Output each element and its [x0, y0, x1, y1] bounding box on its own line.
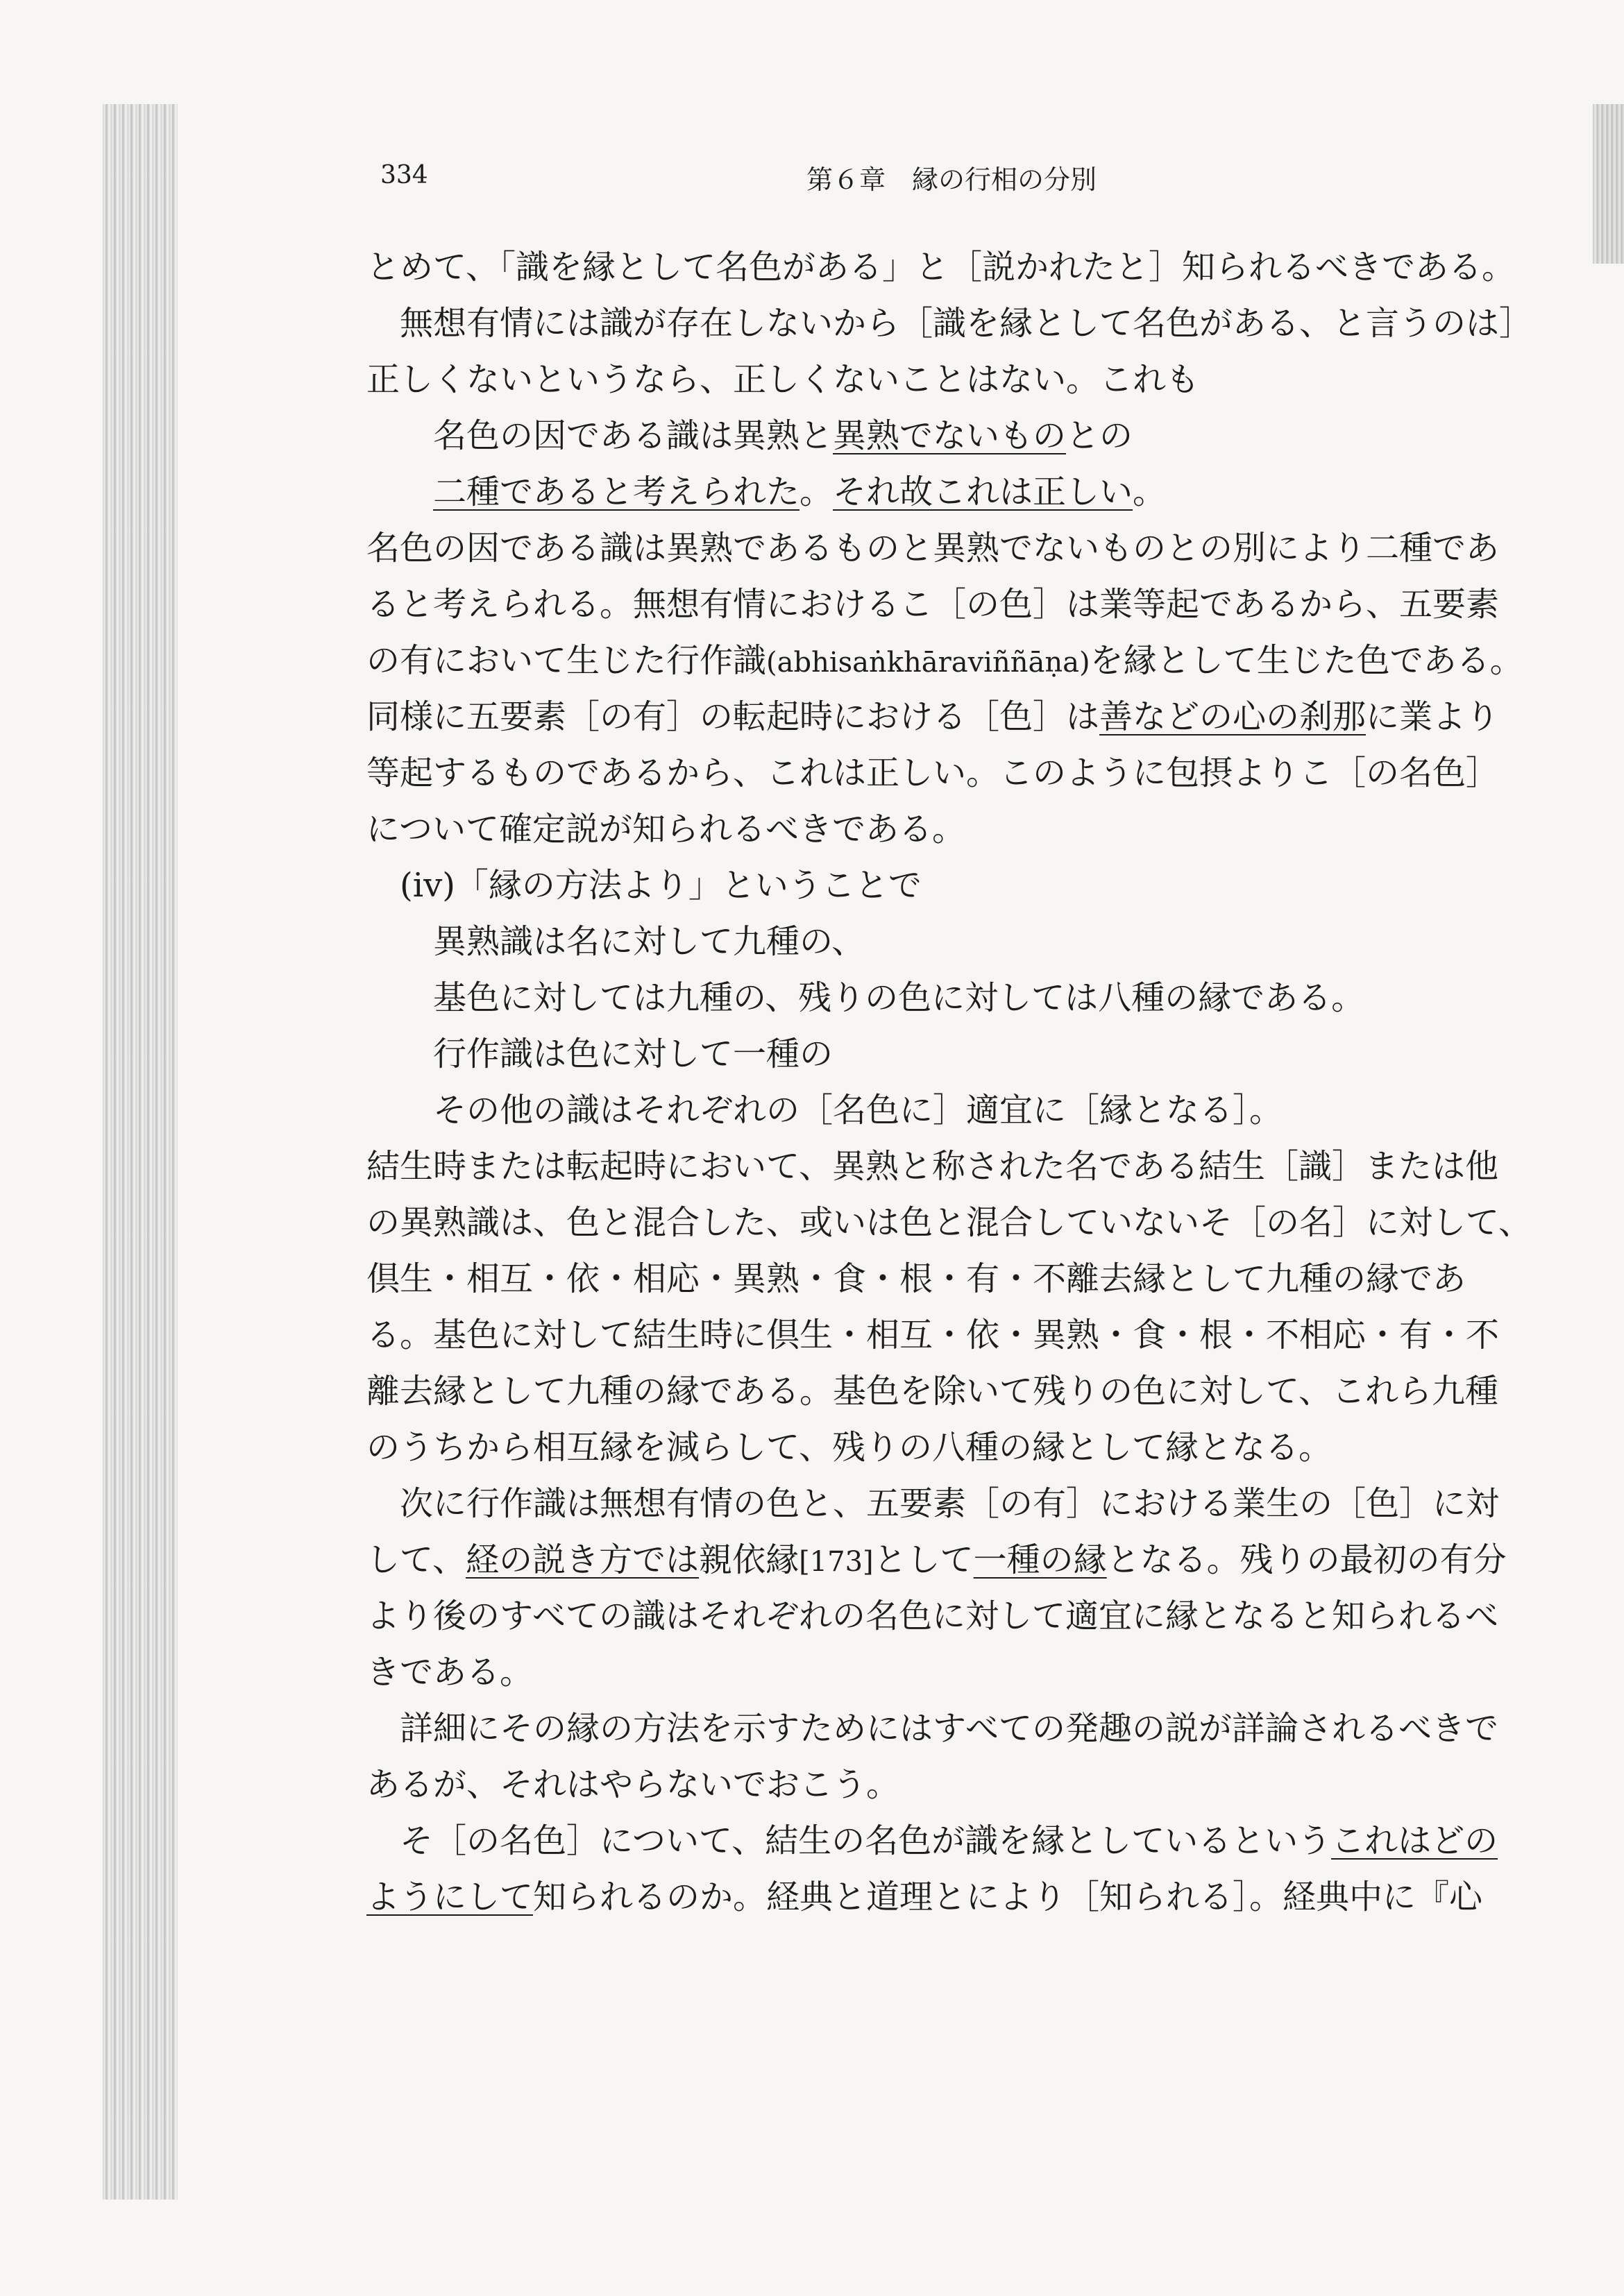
underlined-text: 善などの心の刹那 — [1099, 697, 1367, 736]
underlined-text: 一種の縁 — [973, 1540, 1107, 1579]
text-line: 正しくないというなら、正しくないことはない。これも — [366, 360, 1200, 399]
text-line: 離去縁として九種の縁である。基色を除いて残りの色に対して、これら九種 — [366, 1372, 1499, 1411]
text-line: そ［の名色］について、結生の名色が識を縁としているというこれはどの — [400, 1821, 1498, 1860]
footnote-ref: [173] — [799, 1546, 874, 1578]
text-line: 次に行作識は無想有情の色と、五要素［の有］における業生の［色］に対 — [400, 1484, 1500, 1523]
verse-line: その他の識はそれぞれの［名色に］適宜に［縁となる］。 — [433, 1091, 1283, 1130]
text-line: の有において生じた行作識(abhisaṅkhāraviññāṇa)を縁として生じた色である。 — [366, 641, 1523, 680]
text-line: の異熟識は、色と混合した、或いは色と混合していないそ［の名］に対して、 — [366, 1203, 1532, 1242]
text-line: る。基色に対して結生時に倶生・相互・依・異熟・食・根・不相応・有・不 — [366, 1316, 1500, 1354]
page-header — [0, 154, 1624, 196]
text-line: きである。 — [366, 1653, 534, 1692]
verse-line: 異熟識は名に対して九種の、 — [433, 922, 865, 961]
underlined-text: 二種であると考えられた — [433, 473, 800, 511]
text-line: あるが、それはやらないでおこう。 — [366, 1765, 900, 1804]
page-number: 334 — [380, 161, 428, 189]
section-heading-line: (iv)「縁の方法より」ということで — [400, 866, 922, 905]
underlined-text: 異熟でないもの — [833, 416, 1067, 455]
text-line: 倶生・相互・依・相応・異熟・食・根・有・不離去縁として九種の縁であ — [366, 1259, 1466, 1298]
page-body — [366, 239, 1546, 1925]
text-line: について確定説が知られるべきである。 — [366, 810, 966, 849]
text-line: ると考えられる。無想有情におけるこ［の色］は業等起であるから、五要素 — [366, 585, 1500, 624]
underlined-text: ようにして — [366, 1878, 534, 1916]
text-line: より後のすべての識はそれぞれの名色に対して適宜に縁となると知られるべ — [366, 1597, 1499, 1635]
running-head: 第６章 縁の行相の分別 — [806, 164, 1097, 195]
underlined-text: 経の説き方では — [466, 1540, 700, 1579]
text-line: 結生時または転起時において、異熟と称された名である結生［識］または他 — [366, 1147, 1499, 1186]
verse-line: 二種であると考えられた。それ故これは正しい。 — [433, 473, 1167, 511]
verse-line: 基色に対しては九種の、残りの色に対しては八種の縁である。 — [433, 978, 1365, 1017]
underlined-text: それ故これは正しい — [833, 473, 1133, 511]
verse-line: 名色の因である識は異熟と異熟でないものとの — [433, 416, 1133, 455]
text-line: 名色の因である識は異熟であるものと異熟でないものとの別により二種であ — [366, 529, 1500, 568]
pali-term: (abhisaṅkhāraviññāṇa) — [766, 647, 1090, 679]
verse-line: 行作識は色に対して一種の — [433, 1035, 834, 1073]
text-line: 無想有情には識が存在しないから［識を縁として名色がある、と言うのは］ — [400, 304, 1533, 343]
text-line: 同様に五要素［の有］の転起時における［色］は善などの心の刹那に業より — [366, 697, 1500, 736]
text-line: 等起するものであるから、これは正しい。このように包摂よりこ［の名色］ — [366, 754, 1500, 792]
text-line: とめて、「識を縁として名色がある」と［説かれたと］知られるべきである。 — [366, 248, 1516, 287]
page-edge-shadow-left — [103, 104, 178, 2200]
text-line: のうちから相互縁を減らして、残りの八種の縁として縁となる。 — [366, 1428, 1333, 1467]
text-line: ようにして知られるのか。経典と道理とにより［知られる］。経典中に『心 — [366, 1878, 1483, 1916]
text-line: して、経の説き方では親依縁[173]として一種の縁となる。残りの最初の有分 — [366, 1540, 1507, 1579]
text-line: 詳細にその縁の方法を示すためにはすべての発趣の説が詳論されるべきで — [400, 1709, 1499, 1748]
underlined-text: これはどの — [1331, 1821, 1498, 1860]
